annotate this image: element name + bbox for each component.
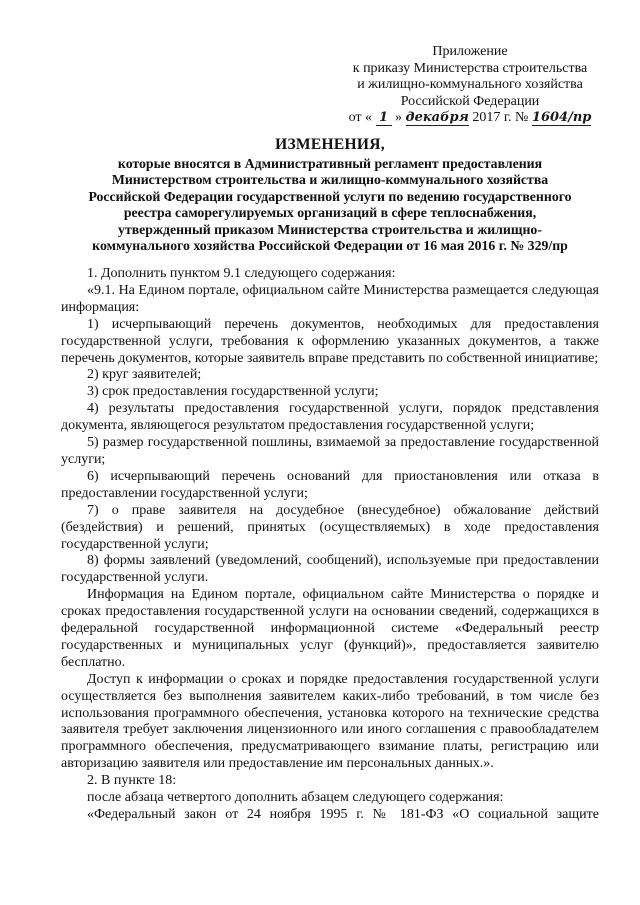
list-item-5: 5) размер государственной пошлины, взимаемой за предоставление государственной услуги; [61, 435, 599, 467]
appendix-line-4: Российской Федерации [400, 93, 540, 109]
list-item-1: 1) исчерпывающий перечень документов, необходимых для предоставления государственной услуги, требования к оформлению указанных документов, а также перечень документов, которые заявитель вправе представить по собственной инициативе; [61, 316, 599, 366]
document-title [40, 137, 620, 255]
appendix-line-2: к приказу Министерства строительства [352, 60, 588, 76]
list-item-7: 7) о праве заявителя на досудебное (внесудебное) обжалование действий (бездействия) и решений, принятых (осуществляемых) в ходе предоставления государственной услуги; [61, 502, 599, 552]
list-item-3: 3) срок предоставления государственной услуги; [87, 384, 379, 400]
paragraph-1: 1. Дополнить пунктом 9.1 следующего содержания: [87, 266, 396, 281]
title-line-5: утвержденный приказом Министерства строительства и жилищно- [118, 221, 542, 237]
title-line-1: которые вносятся в Административный регламент предоставления [117, 155, 543, 171]
document-body [61, 266, 599, 824]
handwritten-month: декабря [405, 110, 469, 125]
handwritten-day: 1 [376, 111, 392, 126]
paragraph-info: Информация на Едином портале, официальном сайте Министерства о порядке и сроках предоставления государственной услуги на основании сведений, содержащихся в федеральной государственной информационной системе «Федеральный реестр государственных и муниципальных услуг (функций)», предоставляется заявителю бесплатно. [61, 587, 599, 670]
list-item-4: 4) результаты предоставления государственной услуги, порядок представления документа, являющегося результатом предоставления государственной услуги; [61, 401, 599, 434]
appendix-line-1: Приложение [432, 44, 508, 59]
paragraph-access: Доступ к информации о сроках и порядке предоставления государственной услуги осуществляется без выполнения заявителем каких-либо требований, в том числе без использования программного обеспечения, установка которого на технические средства заявителя требует заключения лицензионного или иного соглашения с правообладателем программного обеспечения, предусматривающего взимание платы, регистрацию или авторизацию заявителя или предоставление им персональных данных.». [61, 671, 599, 772]
paragraph-after-abzac: после абзаца четвертого дополнить абзацем следующего содержания: [87, 790, 504, 806]
title-line-4: реестра саморегулируемых организаций в сфере теплоснабжения, [123, 205, 537, 220]
title-main: ИЗМЕНЕНИЯ, [275, 136, 385, 153]
paragraph-point-2: 2. В пункте 18: [87, 773, 177, 789]
list-item-6: 6) исчерпывающий перечень оснований для приостановления или отказа в предоставлении государственной услуги; [61, 468, 599, 501]
appendix-date-line [330, 110, 610, 127]
title-line-2: Министерством строительства и жилищно-коммунального хозяйства [111, 172, 549, 187]
handwritten-order-number: 1604/пр [531, 110, 592, 125]
date-prefix: от « [348, 110, 373, 125]
date-mid: » [395, 110, 403, 125]
date-year: 2017 г. № [472, 110, 529, 125]
appendix-line-3: и жилищно-коммунального хозяйства [357, 77, 583, 92]
paragraph-2: «9.1. На Едином портале, официальном сайте Министерства размещается следующая информация: [61, 282, 599, 315]
title-line-3: Российской Федерации государственной услуги по ведению государственного [88, 188, 572, 204]
list-item-2: 2) круг заявителей; [87, 367, 202, 383]
paragraph-federal-law: «Федеральный закон от 24 ноября 1995 г. № 181-ФЗ «О социальной защите [87, 807, 599, 822]
list-item-8: 8) формы заявлений (уведомлений, сообщений), используемые при предоставлении государственной услуги. [61, 553, 599, 586]
title-line-6: коммунального хозяйства Российской Федерации от 16 мая 2016 г. № 329/пр [92, 238, 568, 253]
appendix-header [330, 44, 610, 127]
